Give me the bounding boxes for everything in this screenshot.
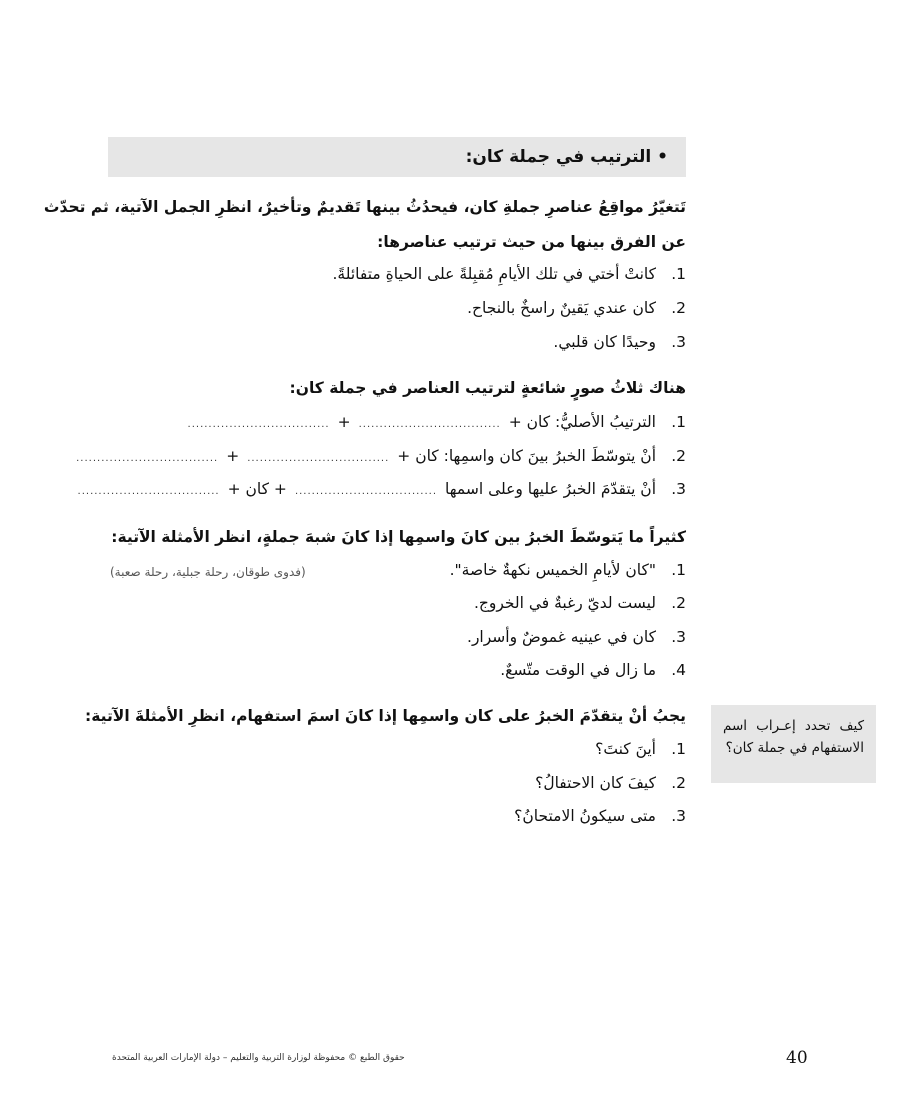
- blank-dots: ..................................: [294, 486, 438, 497]
- side-question-box: كيف تحدد إعـراب اسم الاستفهام في جملة كان؟: [711, 705, 876, 783]
- blank-dots: ..................................: [358, 419, 501, 430]
- item-number: 2.: [671, 299, 686, 317]
- blank-dots: ..................................: [247, 453, 390, 464]
- item-text: كان عندي يَقينٌ راسخٌ بالنجاح.: [467, 299, 656, 317]
- item-number: 2.: [671, 774, 686, 792]
- example3-item: [514, 807, 686, 825]
- item-text: كيفَ كان الاحتفالُ؟: [535, 774, 656, 792]
- example2-item: [467, 628, 686, 646]
- item-text: "كان لأيامِ الخميس نكهةٌ خاصة".: [449, 561, 656, 579]
- pattern-item: [188, 413, 686, 431]
- item-number: 2.: [671, 447, 686, 465]
- pattern-item: [78, 480, 686, 498]
- example2-item: [474, 594, 686, 612]
- item-number: 1.: [671, 265, 686, 283]
- patterns-heading: هناك ثلاثُ صورٍ شائعةٍ لترتيب العناصر في جملة كان:: [289, 379, 686, 397]
- item-text: أنْ يتقدّمَ الخبرُ عليها وعلى اسمها: [445, 480, 656, 498]
- intro-line-2: عن الفرق بينها من حيث ترتيب عناصرها:: [377, 233, 686, 251]
- section-title: • الترتيب في جملة كان:: [465, 147, 668, 167]
- plus-sign: +: [226, 447, 240, 465]
- copyright-footer: حقوق الطبع © محفوظة لوزارة التربية والتعليم – دولة الإمارات العربية المتحدة: [112, 1053, 405, 1063]
- item-text: أينَ كنتَ؟: [595, 740, 656, 758]
- item-text: أنْ يتوسّطَ الخبرُ بينَ كان واسمِها: كان +: [397, 447, 656, 465]
- question-heading: يجبُ أنْ يتقدّمَ الخبرُ على كان واسمِها إذا كانَ اسمَ استفهام، انظرِ الأمثلةَ الآتية:: [85, 707, 686, 725]
- item-text: وحيدًا كان قلبي.: [553, 333, 656, 351]
- item-number: 3.: [671, 807, 686, 825]
- example2-item: [450, 561, 686, 579]
- item-text: ما زال في الوقت متّسعٌ.: [500, 661, 656, 679]
- item-number: 1.: [671, 561, 686, 579]
- example2-item: [500, 661, 686, 679]
- pattern-item: [76, 447, 686, 465]
- item-number: 3.: [671, 333, 686, 351]
- item-number: 1.: [671, 740, 686, 758]
- item-number: 3.: [671, 628, 686, 646]
- plus-sign: +: [337, 413, 351, 431]
- blank-dots: ..................................: [77, 486, 220, 497]
- section-title-band: [108, 137, 686, 177]
- blank-dots: ..................................: [76, 453, 219, 464]
- plus-sign: + كان +: [227, 480, 287, 498]
- example3-item: [595, 740, 686, 758]
- item-text: كان في عينيه غموضٌ وأسرار.: [467, 628, 656, 646]
- item-text: الترتيبُ الأصليُّ: كان +: [508, 413, 656, 431]
- example3-item: [535, 774, 686, 792]
- blank-dots: ..................................: [187, 419, 330, 430]
- item-number: 3.: [671, 480, 686, 498]
- item-text: ليست لديّ رغبةٌ في الخروج.: [473, 594, 656, 612]
- middle-heading: كثيراً ما يَتوسّطَ الخبرُ بين كانَ واسمِها إذا كانَ شبهَ جملةٍ، انظر الأمثلة الآتية:: [111, 528, 686, 546]
- page-number: 40: [786, 1048, 808, 1068]
- item-text: كانتْ أختي في تلك الأيامِ مُقبِلةً على الحياةِ متفائلةً.: [332, 265, 656, 283]
- item-number: 4.: [671, 661, 686, 679]
- example1-item: [553, 333, 686, 351]
- item-text: متى سيكونُ الامتحانُ؟: [514, 807, 656, 825]
- intro-line-1: تَتغيّرُ مواقِعُ عناصرِ جملةِ كان، فيحدُثُ بينها تَقديمٌ وتأخيرٌ، انظرِ الجمل الآتية، ثم تحدّث: [43, 198, 686, 216]
- example1-item: [333, 265, 687, 283]
- item-number: 1.: [671, 413, 686, 431]
- item-number: 2.: [671, 594, 686, 612]
- example1-item: [467, 299, 686, 317]
- source-citation: (فدوى طوقان، رحلة جبلية، رحلة صعبة): [110, 565, 306, 579]
